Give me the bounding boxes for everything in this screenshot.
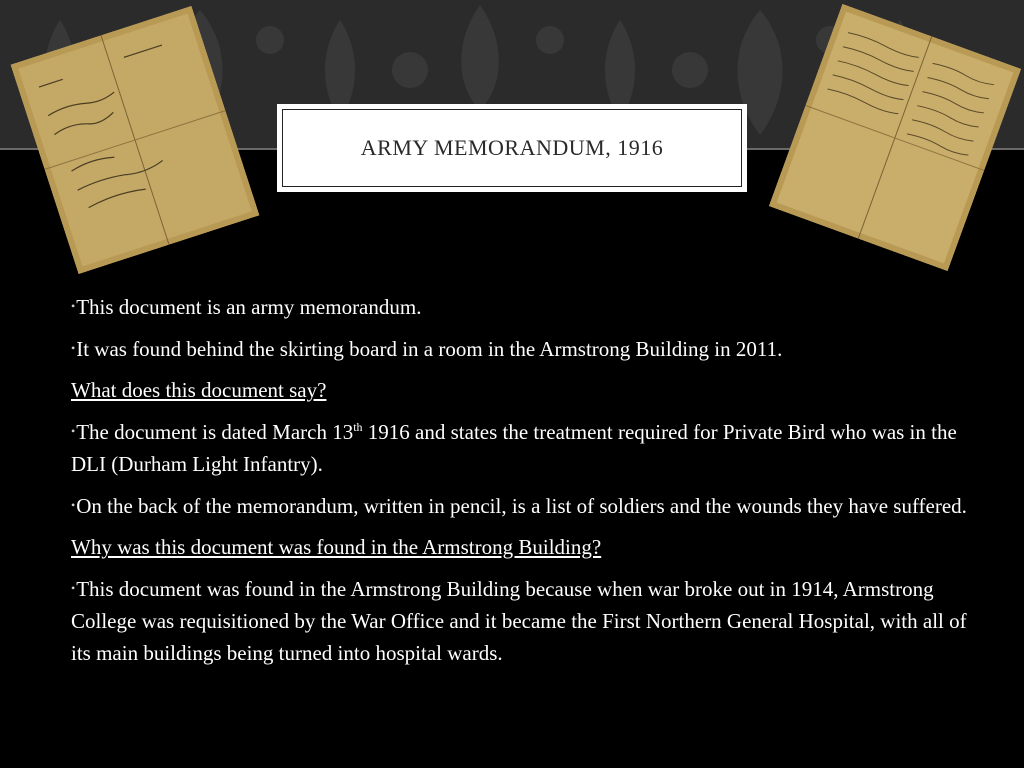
bullet-icon: • <box>71 581 76 595</box>
bullet-icon: • <box>71 424 76 438</box>
slide-title: ARMY MEMORANDUM, 1916 <box>360 135 664 160</box>
bullet-paragraph: •On the back of the memorandum, written in pencil, is a list of soldiers and the wounds they have suffered. <box>71 494 967 518</box>
bullet-icon: • <box>71 299 76 313</box>
bullet-icon: • <box>71 498 76 512</box>
title-box <box>277 104 747 192</box>
bullet-paragraph: •This document was found in the Armstrong Building because when war broke out in 1914, Armstrong College was requisitioned by the War Office and it became the First Northern General Hospital, with all of its main buildings being turned into hospital wards. <box>71 577 967 665</box>
bullet-paragraph: •It was found behind the skirting board in a room in the Armstrong Building in 2011. <box>71 337 783 361</box>
bullet-paragraph: •The document is dated March 13th 1916 and states the treatment required for Private Bird who was in the DLI (Durham Light Infantry). <box>71 420 957 476</box>
bullet-icon: • <box>71 341 76 355</box>
title-frame <box>282 109 742 187</box>
section-heading: What does this document say? <box>71 378 327 402</box>
bullet-paragraph: •This document is an army memorandum. <box>71 295 422 319</box>
section-heading: Why was this document was found in the Armstrong Building? <box>71 535 602 559</box>
slide-body <box>71 290 981 678</box>
